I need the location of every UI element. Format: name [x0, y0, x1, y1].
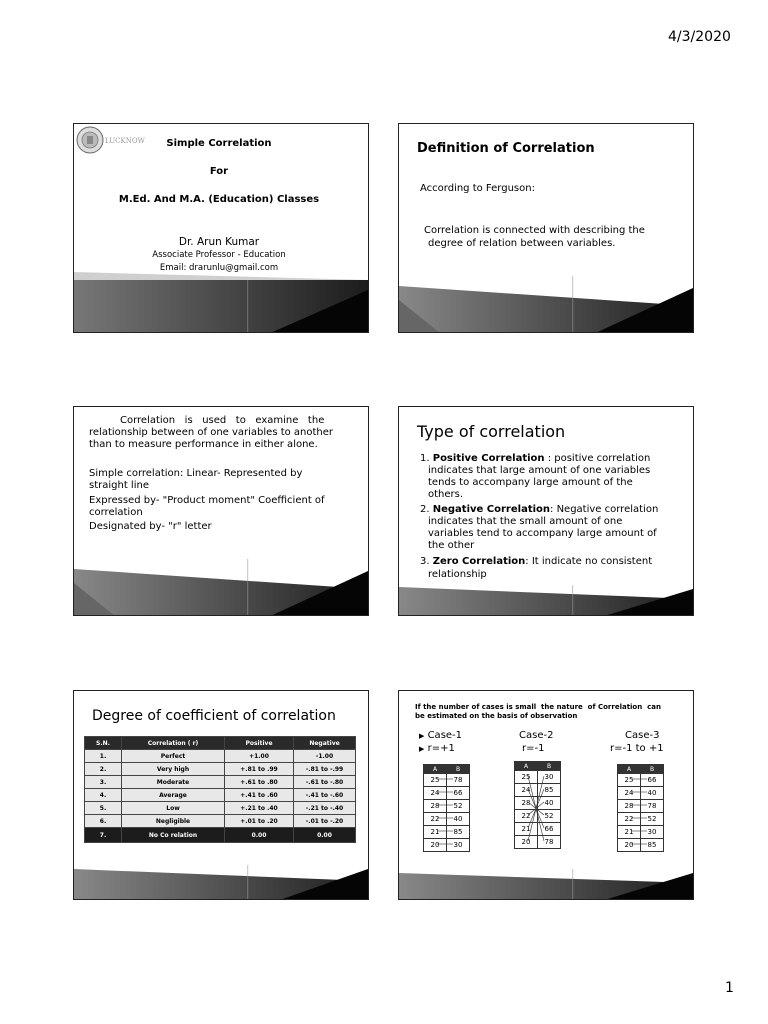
slide4-item1-a: : positive correlation: [544, 453, 651, 464]
table-cell: 0.00: [294, 828, 356, 843]
table-cell: 20: [515, 836, 538, 849]
table-cell: Negligible: [122, 815, 225, 828]
table-cell: 22: [515, 810, 538, 823]
table-cell: 78: [447, 774, 470, 787]
slide-4: [398, 406, 694, 616]
slide4-item1-num: 1.: [420, 453, 430, 464]
table-row: [85, 776, 356, 789]
slide2-line2b: degree of relation between variables.: [428, 238, 616, 249]
table-cell: 20: [424, 839, 447, 852]
slide4-item1-bold: Positive Correlation: [432, 453, 545, 464]
slide4-item3-bold: Zero Correlation: [432, 556, 526, 567]
slide1-title-3: M.Ed. And M.A. (Education) Classes: [118, 194, 320, 205]
slide-3: [73, 406, 369, 616]
slide1-position: Associate Professor - Education: [152, 250, 286, 260]
slide4-item1-c: tends to accompany large amount of the: [428, 477, 633, 488]
table-cell: 52: [447, 800, 470, 813]
slide4-item3-b: relationship: [428, 569, 487, 580]
table-cell: 40: [447, 813, 470, 826]
table-cell: -.61 to -.80: [294, 776, 356, 789]
table-cell: 66: [641, 774, 664, 787]
slide3-expressed-b: correlation: [89, 507, 143, 518]
table-cell: No Co relation: [122, 828, 225, 843]
table-cell: Low: [122, 802, 225, 815]
slide-footer-graphic: [74, 272, 368, 332]
table-cell: 21: [515, 823, 538, 836]
table-cell: +.81 to .99: [225, 763, 294, 776]
slide-footer-graphic: [74, 559, 368, 615]
col-b-header: B: [641, 765, 664, 774]
slide1-author: Dr. Arun Kumar: [178, 236, 260, 248]
col-a-header: A: [515, 762, 538, 771]
slide-6: [398, 690, 694, 900]
page-number: 1: [725, 980, 734, 996]
case1-r-text: r=+1: [427, 743, 455, 754]
case1-arrows: [423, 764, 471, 856]
table-row: [85, 802, 356, 815]
slide5-title: Degree of coefficient of correlation: [92, 708, 336, 724]
table-cell: 20: [618, 839, 641, 852]
table-cell: 30: [538, 771, 561, 784]
table-cell: 78: [641, 800, 664, 813]
table-header-row: [85, 737, 356, 750]
case1-label-text: Case-1: [427, 730, 463, 741]
page-date: 4/3/2020: [668, 29, 731, 45]
table-cell: 52: [538, 810, 561, 823]
bullet-arrow-icon: ▶: [419, 732, 425, 740]
slide6-heading-b: be estimated on the basis of observation: [415, 712, 578, 720]
slide-footer-graphic: [399, 276, 693, 332]
slide4-item2-num: 2.: [420, 504, 430, 515]
bullet-arrow-icon: ▶: [419, 745, 425, 753]
table-cell: +.21 to .40: [225, 802, 294, 815]
col-b-header: B: [447, 765, 470, 774]
table-cell: Perfect: [122, 750, 225, 763]
table-row: [85, 763, 356, 776]
case1-r: [419, 743, 455, 754]
case2-r: r=-1: [522, 743, 545, 754]
table-footer-row: [85, 828, 356, 843]
table-cell: 24: [515, 784, 538, 797]
slide3-para1b: relationship between of one variables to another: [89, 427, 334, 438]
table-cell: 78: [538, 836, 561, 849]
slide4-item2-bold: Negative Correlation: [432, 504, 551, 515]
case3-arrows: [617, 764, 665, 856]
table-cell: 25: [424, 774, 447, 787]
table-cell: -.21 to -.40: [294, 802, 356, 815]
table-cell: 25: [515, 771, 538, 784]
table-cell: -1.00: [294, 750, 356, 763]
slide3-expressed-a: Expressed by- "Product moment" Coefficient of: [89, 495, 325, 506]
slide2-title: Definition of Correlation: [417, 141, 595, 156]
table-cell: 25: [618, 774, 641, 787]
table-cell: +.01 to .20: [225, 815, 294, 828]
table-cell: 22: [424, 813, 447, 826]
slide4-item3-line: [420, 556, 652, 569]
slide4-item1-d: others.: [428, 489, 464, 500]
table-cell: 24: [618, 787, 641, 800]
table-header-cell: Negative: [294, 737, 356, 750]
table-header-cell: S.N.: [85, 737, 122, 750]
slide2-line1: According to Ferguson:: [420, 183, 535, 194]
table-cell: Very high: [122, 763, 225, 776]
table-cell: 66: [447, 787, 470, 800]
slide-2: [398, 123, 694, 333]
slide-1: [73, 123, 369, 333]
slide6-heading-a: If the number of cases is small the nature of Correlation can: [415, 703, 661, 711]
slide4-item2-a: : Negative correlation: [550, 504, 659, 515]
case1-label: [419, 730, 462, 741]
slide1-email: Email: drarunlu@gmail.com: [159, 263, 279, 273]
slide-footer-graphic: [399, 585, 693, 615]
table-cell: 85: [447, 826, 470, 839]
table-cell: +1.00: [225, 750, 294, 763]
col-a-header: A: [618, 765, 641, 774]
table-cell: +.41 to .60: [225, 789, 294, 802]
slide2-line2a: Correlation is connected with describing the: [424, 225, 645, 236]
table-cell: 1.: [85, 750, 122, 763]
table-cell: 66: [538, 823, 561, 836]
slide3-para1a: Correlation is used to examine the: [120, 415, 325, 426]
logo-text: LUCKNOW: [105, 137, 145, 145]
slide4-item2-b: indicates that the small amount of one: [428, 516, 623, 527]
col-a-header: A: [424, 765, 447, 774]
case3-label: Case-3: [625, 730, 660, 741]
table-cell: 24: [424, 787, 447, 800]
slide3-para1c: than to measure performance in either alone.: [89, 439, 318, 450]
case2-arrows: [514, 761, 562, 853]
slide4-item2-line: [420, 504, 658, 517]
slide-footer-graphic: [74, 865, 368, 899]
col-b-header: B: [538, 762, 561, 771]
table-cell: 0.00: [225, 828, 294, 843]
slide4-item3-num: 3.: [420, 556, 430, 567]
slide3-simple-a: Simple correlation: Linear- Represented by: [89, 468, 303, 479]
table-cell: 3.: [85, 776, 122, 789]
slide1-title-1: Simple Correlation: [166, 138, 272, 149]
table-row: [85, 750, 356, 763]
table-cell: 28: [515, 797, 538, 810]
table-cell: 28: [424, 800, 447, 813]
case3-r: r=-1 to +1: [610, 743, 664, 754]
table-cell: 85: [538, 784, 561, 797]
table-header-cell: Correlation ( r): [122, 737, 225, 750]
table-cell: Average: [122, 789, 225, 802]
degree-table: [84, 736, 356, 843]
slide4-item1-line: [420, 453, 650, 466]
table-cell: 21: [618, 826, 641, 839]
table-cell: -.01 to -.20: [294, 815, 356, 828]
table-cell: 21: [424, 826, 447, 839]
table-cell: Moderate: [122, 776, 225, 789]
table-cell: 5.: [85, 802, 122, 815]
table-cell: 85: [641, 839, 664, 852]
table-cell: 52: [641, 813, 664, 826]
slide1-title-2: For: [209, 166, 229, 177]
table-cell: 30: [447, 839, 470, 852]
table-cell: 40: [641, 787, 664, 800]
table-row: [85, 815, 356, 828]
table-header-cell: Positive: [225, 737, 294, 750]
case2-label: Case-2: [519, 730, 554, 741]
table-cell: 28: [618, 800, 641, 813]
slide4-title: Type of correlation: [417, 422, 566, 441]
table-cell: 4.: [85, 789, 122, 802]
table-cell: 22: [618, 813, 641, 826]
slide4-item2-d: the other: [428, 540, 475, 551]
table-cell: 40: [538, 797, 561, 810]
table-cell: 7.: [85, 828, 122, 843]
table-cell: 2.: [85, 763, 122, 776]
slide-footer-graphic: [399, 869, 693, 899]
table-cell: 30: [641, 826, 664, 839]
slide3-simple-b: straight line: [89, 480, 149, 491]
table-cell: 6.: [85, 815, 122, 828]
table-row: [85, 789, 356, 802]
slide4-item1-b: indicates that large amount of one variables: [428, 465, 651, 476]
slide4-item2-c: variables tend to accompany large amount of: [428, 528, 657, 539]
table-cell: -.41 to -.60: [294, 789, 356, 802]
slide4-item3-a: : It indicate no consistent: [525, 556, 653, 567]
slide3-designated: Designated by- "r" letter: [89, 521, 212, 532]
table-cell: -.81 to -.99: [294, 763, 356, 776]
table-cell: +.61 to .80: [225, 776, 294, 789]
slide-5: [73, 690, 369, 900]
